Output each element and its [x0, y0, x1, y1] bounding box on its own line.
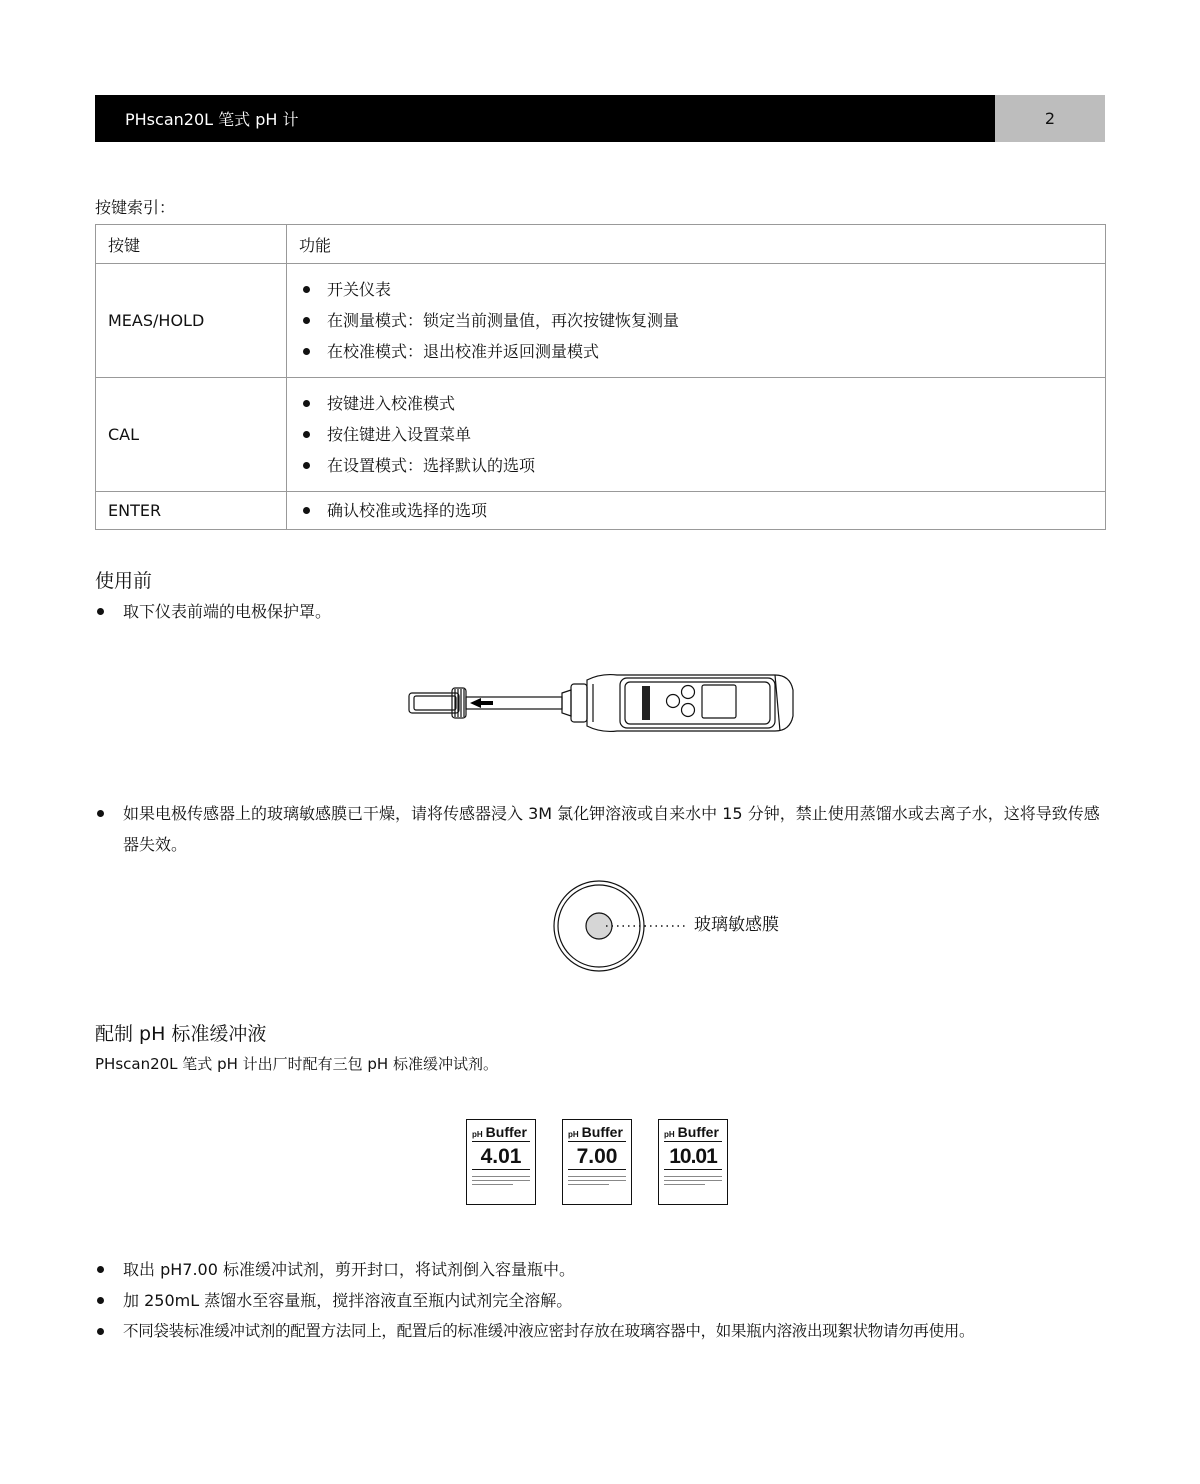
list-item: 如果电极传感器上的玻璃敏感膜已干燥，请将传感器浸入 3M 氯化钾溶液或自来水中 15 分钟，禁止使用蒸馏水或去离子水，这将导致传感器失效。	[95, 798, 1107, 860]
membrane-label: 玻璃敏感膜	[694, 915, 779, 935]
list-item: 不同袋装标准缓冲试剂的配置方法同上，配置后的标准缓冲液应密封存放在玻璃容器中，如果瓶内溶液出现絮状物请勿再使用。	[95, 1316, 1107, 1347]
page-number: 2	[995, 95, 1105, 142]
column-header-key: 按键	[96, 225, 287, 264]
electrode-membrane-illustration	[552, 879, 692, 975]
pack-value: 10.01	[664, 1145, 722, 1170]
table-row	[96, 378, 1106, 492]
function-item: 在测量模式：锁定当前测量值，再次按键恢复测量	[302, 305, 1093, 336]
pack-brand-small: pH	[472, 1130, 483, 1139]
keys-index-label: 按键索引：	[95, 198, 176, 217]
function-item: 开关仪表	[302, 274, 1093, 305]
key-name: CAL	[96, 378, 287, 492]
pack-value: 4.01	[472, 1145, 530, 1170]
table-row	[96, 492, 1106, 530]
column-header-function: 功能	[287, 225, 1106, 264]
function-item: 按键进入校准模式	[302, 388, 1093, 419]
table-row	[96, 264, 1106, 378]
bullet-list	[95, 596, 1107, 627]
ph-meter-illustration	[405, 670, 800, 736]
pack-fine-print	[664, 1176, 722, 1185]
buffer-intro: PHscan20L 笔式 pH 计出厂时配有三包 pH 标准缓冲试剂。	[95, 1055, 498, 1073]
function-item: 在校准模式：退出校准并返回测量模式	[302, 336, 1093, 367]
pack-fine-print	[568, 1176, 626, 1185]
pack-brand-small: pH	[568, 1130, 579, 1139]
list-item: 取下仪表前端的电极保护罩。	[95, 596, 1107, 627]
pack-brand: Buffer	[677, 1124, 719, 1140]
list-item: 取出 pH7.00 标准缓冲试剂，剪开封口，将试剂倒入容量瓶中。	[95, 1254, 1107, 1285]
function-item: 按住键进入设置菜单	[302, 419, 1093, 450]
bullet-list	[95, 1254, 1107, 1347]
buffer-pack	[658, 1119, 728, 1205]
buffer-packs	[466, 1119, 728, 1205]
header-title: PHscan20L 笔式 pH 计	[95, 95, 995, 142]
table-header-row	[96, 225, 1106, 264]
key-name: MEAS/HOLD	[96, 264, 287, 378]
pack-brand: Buffer	[485, 1124, 527, 1140]
pack-brand: Buffer	[581, 1124, 623, 1140]
bullet-list	[95, 798, 1107, 860]
page-header	[95, 95, 1105, 142]
function-item: 确认校准或选择的选项	[302, 495, 1093, 526]
section-heading-buffer: 配制 pH 标准缓冲液	[95, 1023, 267, 1045]
buffer-pack	[562, 1119, 632, 1205]
list-item: 加 250mL 蒸馏水至容量瓶，搅拌溶液直至瓶内试剂完全溶解。	[95, 1285, 1107, 1316]
key-name: ENTER	[96, 492, 287, 530]
pack-brand-small: pH	[664, 1130, 675, 1139]
function-item: 在设置模式：选择默认的选项	[302, 450, 1093, 481]
pack-fine-print	[472, 1176, 530, 1185]
pack-value: 7.00	[568, 1145, 626, 1170]
section-heading-before-use: 使用前	[95, 570, 153, 592]
buffer-pack	[466, 1119, 536, 1205]
keys-table	[95, 224, 1106, 530]
